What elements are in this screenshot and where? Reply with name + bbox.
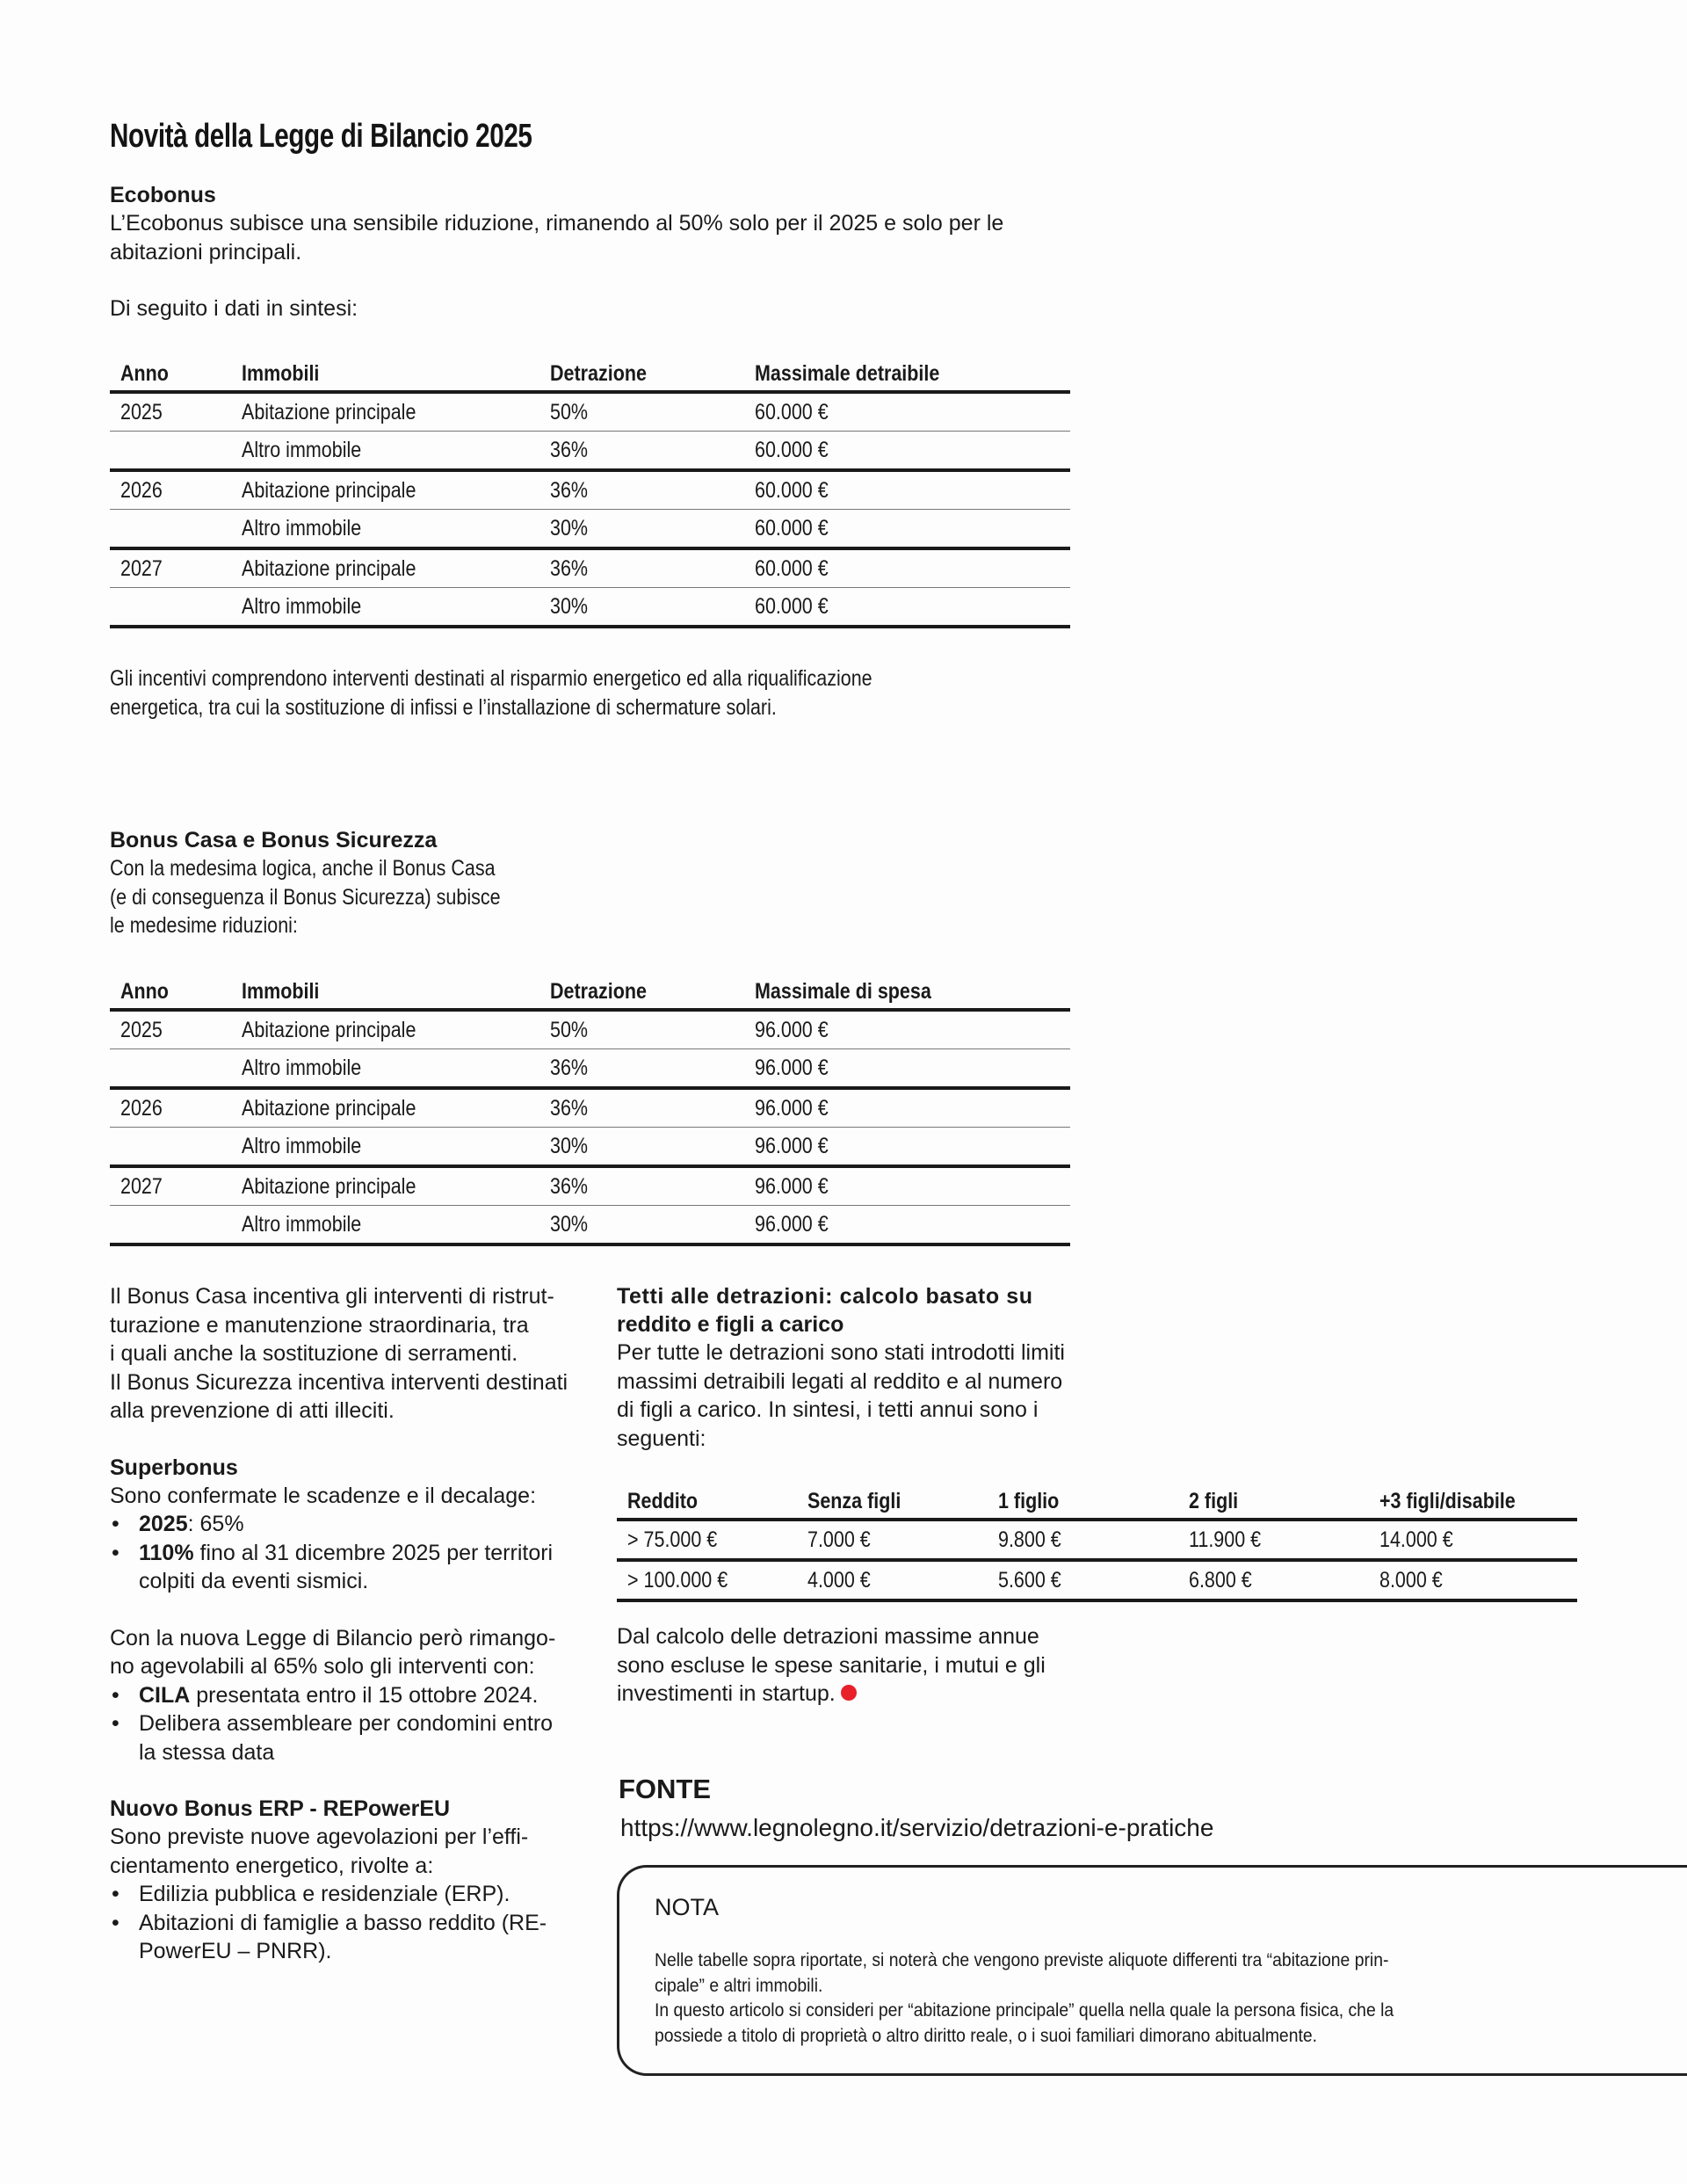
table-row bbox=[110, 548, 1070, 588]
cell-3-figli: 8.000 € bbox=[1379, 1567, 1443, 1593]
table-header-row bbox=[110, 352, 1070, 392]
cell-massimale: 60.000 € bbox=[755, 477, 829, 503]
bonus-casa-description bbox=[110, 1282, 576, 1426]
table-row bbox=[617, 1560, 1577, 1600]
table-row bbox=[110, 1010, 1070, 1049]
cell-detrazione: 36% bbox=[550, 1173, 589, 1199]
bullet-item: • 2025: 65% bbox=[110, 1510, 576, 1539]
table-row bbox=[110, 1049, 1070, 1089]
superbonus-heading: Superbonus bbox=[110, 1455, 238, 1480]
table-header-row bbox=[617, 1479, 1577, 1520]
ecobonus-table bbox=[110, 352, 1070, 628]
table-row bbox=[110, 470, 1070, 510]
table-row bbox=[617, 1520, 1577, 1560]
tetti-outro bbox=[617, 1622, 1091, 1709]
table-row bbox=[110, 1128, 1070, 1167]
cell-immobili: Abitazione principale bbox=[242, 1017, 416, 1042]
ecobonus-outro-line1: Gli incentivi comprendono interventi destinati al risparmio energetico ed alla riqualificazione bbox=[110, 666, 872, 691]
cell-immobili: Abitazione principale bbox=[242, 555, 416, 581]
ecobonus-section bbox=[110, 181, 1076, 323]
table-row bbox=[110, 1166, 1070, 1206]
cell-immobili: Altro immobile bbox=[242, 593, 362, 619]
bonus-casa-desc-line: alla prevenzione di atti illeciti. bbox=[110, 1398, 395, 1423]
bullet-item: • CILA presentata entro il 15 ottobre 2024. bbox=[110, 1681, 576, 1710]
cell-senza-figli: 7.000 € bbox=[807, 1527, 871, 1552]
fonte-label: FONTE bbox=[619, 1774, 712, 1804]
cell-massimale: 60.000 € bbox=[755, 437, 829, 462]
cell-immobili: Abitazione principale bbox=[242, 399, 416, 424]
erp-intro-line1: Sono previste nuove agevolazioni per l’effi- bbox=[110, 1825, 529, 1849]
col-header-anno: Anno bbox=[120, 979, 169, 1004]
col-header-massimale: Massimale detraibile bbox=[755, 361, 940, 386]
tetti-heading-line2: reddito e figli a carico bbox=[617, 1312, 844, 1337]
page-title: Novità della Legge di Bilancio 2025 bbox=[110, 118, 532, 155]
table-row bbox=[110, 392, 1070, 432]
cell-massimale: 60.000 € bbox=[755, 399, 829, 424]
superbonus-intro: Sono confermate le scadenze e il decalage: bbox=[110, 1483, 537, 1508]
erp-intro-line2: cientamento energetico, rivolte a: bbox=[110, 1853, 434, 1878]
superbonus-para-line1: Con la nuova Legge di Bilancio però rimango- bbox=[110, 1625, 556, 1651]
col-header-massimale: Massimale di spesa bbox=[755, 979, 931, 1004]
cell-massimale: 96.000 € bbox=[755, 1211, 829, 1237]
col-header-senza-figli: Senza figli bbox=[807, 1489, 901, 1513]
nota-line3: In questo articolo si consideri per “abitazione principale” quella nella quale la persona fisica, che la bbox=[655, 1999, 1394, 2021]
cell-senza-figli: 4.000 € bbox=[807, 1567, 871, 1593]
bonus-casa-desc-line: i quali anche la sostituzione di serramenti. bbox=[110, 1341, 518, 1366]
ecobonus-intro-line1: L’Ecobonus subisce una sensibile riduzione, rimanendo al 50% solo per il 2025 e solo per le bbox=[110, 211, 1004, 236]
cell-immobili: Abitazione principale bbox=[242, 477, 416, 503]
cell-immobili: Altro immobile bbox=[242, 1055, 362, 1080]
cell-immobili: Altro immobile bbox=[242, 1211, 362, 1237]
cell-2-figli: 11.900 € bbox=[1189, 1527, 1262, 1552]
table-row bbox=[110, 510, 1070, 549]
cell-immobili: Abitazione principale bbox=[242, 1173, 416, 1199]
cell-1-figlio: 5.600 € bbox=[998, 1567, 1061, 1593]
cell-massimale: 60.000 € bbox=[755, 593, 829, 619]
table-row bbox=[110, 432, 1070, 471]
cell-massimale: 96.000 € bbox=[755, 1055, 829, 1080]
col-header-detrazione: Detrazione bbox=[550, 361, 647, 386]
cell-massimale: 96.000 € bbox=[755, 1133, 829, 1158]
cell-detrazione: 30% bbox=[550, 1211, 589, 1237]
cell-detrazione: 36% bbox=[550, 555, 589, 581]
superbonus-bullets2 bbox=[110, 1681, 576, 1767]
cell-anno: 2027 bbox=[120, 1173, 163, 1199]
nota-title: NOTA bbox=[655, 1894, 719, 1920]
bonus-casa-section bbox=[110, 826, 672, 940]
cell-detrazione: 50% bbox=[550, 399, 589, 424]
table-row bbox=[110, 1206, 1070, 1245]
cell-anno: 2025 bbox=[120, 399, 163, 424]
ecobonus-heading: Ecobonus bbox=[110, 183, 216, 207]
bonus-casa-line: le medesime riduzioni: bbox=[110, 913, 298, 938]
fonte-url-link[interactable]: https://www.legnolegno.it/servizio/detrazioni-e-pratiche bbox=[620, 1814, 1214, 1841]
col-header-immobili: Immobili bbox=[242, 979, 320, 1004]
table-row bbox=[110, 1088, 1070, 1128]
col-header-reddito: Reddito bbox=[627, 1489, 699, 1513]
cell-immobili: Altro immobile bbox=[242, 437, 362, 462]
col-header-2-figli: 2 figli bbox=[1189, 1489, 1239, 1513]
cell-detrazione: 36% bbox=[550, 437, 589, 462]
cell-reddito: > 75.000 € bbox=[627, 1527, 718, 1552]
cell-detrazione: 36% bbox=[550, 477, 589, 503]
col-header-immobili: Immobili bbox=[242, 361, 320, 386]
tetti-table bbox=[617, 1479, 1577, 1602]
bonus-casa-desc-line: Il Bonus Casa incentiva gli interventi di ristrut- bbox=[110, 1284, 554, 1309]
bonus-casa-desc-line: Il Bonus Sicurezza incentiva interventi destinati bbox=[110, 1369, 568, 1395]
cell-massimale: 96.000 € bbox=[755, 1095, 829, 1121]
table-row bbox=[110, 588, 1070, 628]
bonus-casa-heading: Bonus Casa e Bonus Sicurezza bbox=[110, 828, 438, 853]
cell-immobili: Altro immobile bbox=[242, 515, 362, 541]
cell-detrazione: 30% bbox=[550, 515, 589, 541]
cell-anno: 2027 bbox=[120, 555, 163, 581]
nota-line2: cipale” e altri immobili. bbox=[655, 1974, 823, 1996]
erp-section bbox=[110, 1795, 576, 1966]
cell-anno: 2026 bbox=[120, 1095, 163, 1121]
cell-immobili: Altro immobile bbox=[242, 1133, 362, 1158]
ecobonus-intro-line2: abitazioni principali. bbox=[110, 239, 302, 265]
bonus-casa-line: Con la medesima logica, anche il Bonus Casa bbox=[110, 856, 496, 881]
cell-2-figli: 6.800 € bbox=[1189, 1567, 1252, 1593]
nota-line4: possiede a titolo di proprietà o altro diritto reale, o i suoi familiari dimorano abitualmente. bbox=[655, 2024, 1317, 2046]
bonus-casa-line: (e di conseguenza il Bonus Sicurezza) subisce bbox=[110, 884, 501, 910]
cell-massimale: 60.000 € bbox=[755, 515, 829, 541]
bullet-item: • Abitazioni di famiglie a basso reddito (RE-PowerEU – PNRR). bbox=[110, 1909, 576, 1966]
bullet-item: • Edilizia pubblica e residenziale (ERP). bbox=[110, 1880, 576, 1909]
cell-reddito: > 100.000 € bbox=[627, 1567, 728, 1593]
cell-massimale: 96.000 € bbox=[755, 1173, 829, 1199]
ecobonus-outro-line2: energetica, tra cui la sostituzione di infissi e l’installazione di schermature solari. bbox=[110, 694, 777, 720]
cell-detrazione: 50% bbox=[550, 1017, 589, 1042]
cell-anno: 2026 bbox=[120, 477, 163, 503]
end-marker-dot-icon bbox=[841, 1685, 857, 1701]
col-header-anno: Anno bbox=[120, 361, 169, 386]
bonus-casa-desc-line: turazione e manutenzione straordinaria, tra bbox=[110, 1312, 529, 1338]
superbonus-para-line2: no agevolabili al 65% solo gli interventi con: bbox=[110, 1654, 535, 1679]
left-column bbox=[110, 1282, 576, 1966]
ecobonus-outro bbox=[110, 664, 1076, 722]
cell-1-figlio: 9.800 € bbox=[998, 1527, 1061, 1552]
col-header-1-figlio: 1 figlio bbox=[998, 1489, 1060, 1513]
bonus-casa-table bbox=[110, 969, 1070, 1246]
tetti-heading-line1: Tetti alle detrazioni: calcolo basato su bbox=[617, 1284, 1033, 1309]
cell-detrazione: 36% bbox=[550, 1095, 589, 1121]
nota-line1: Nelle tabelle sopra riportate, si noterà che vengono previste aliquote differenti tra “abitazione prin- bbox=[655, 1949, 1389, 1970]
nota-text bbox=[655, 1948, 1586, 2048]
cell-massimale: 60.000 € bbox=[755, 555, 829, 581]
cell-detrazione: 36% bbox=[550, 1055, 589, 1080]
ecobonus-lead: Di seguito i dati in sintesi: bbox=[110, 296, 358, 321]
col-header-detrazione: Detrazione bbox=[550, 979, 647, 1004]
tetti-outro-text: Dal calcolo delle detrazioni massime annue sono escluse le spese sanitarie, i mutui e gli investimenti in startup. bbox=[617, 1624, 1046, 1706]
cell-detrazione: 30% bbox=[550, 1133, 589, 1158]
bullet-item: • Delibera assembleare per condomini entro la stessa data bbox=[110, 1709, 576, 1767]
erp-bullets bbox=[110, 1880, 576, 1966]
superbonus-bullets bbox=[110, 1510, 576, 1596]
cell-detrazione: 30% bbox=[550, 593, 589, 619]
tetti-section bbox=[617, 1282, 1078, 1453]
bullet-item: • 110% fino al 31 dicembre 2025 per territori colpiti da eventi sismici. bbox=[110, 1539, 576, 1596]
erp-heading: Nuovo Bonus ERP - REPowerEU bbox=[110, 1796, 451, 1821]
tetti-intro: Per tutte le detrazioni sono stati introdotti limiti massimi detraibili legati al reddito e al numero di figli a carico. In sintesi, i tetti annui sono i seguenti: bbox=[617, 1340, 1065, 1451]
cell-anno: 2025 bbox=[120, 1017, 163, 1042]
cell-immobili: Abitazione principale bbox=[242, 1095, 416, 1121]
cell-3-figli: 14.000 € bbox=[1379, 1527, 1453, 1552]
superbonus-section bbox=[110, 1454, 576, 1767]
col-header-3-figli: +3 figli/disabile bbox=[1379, 1489, 1516, 1513]
table-header-row bbox=[110, 969, 1070, 1010]
cell-massimale: 96.000 € bbox=[755, 1017, 829, 1042]
